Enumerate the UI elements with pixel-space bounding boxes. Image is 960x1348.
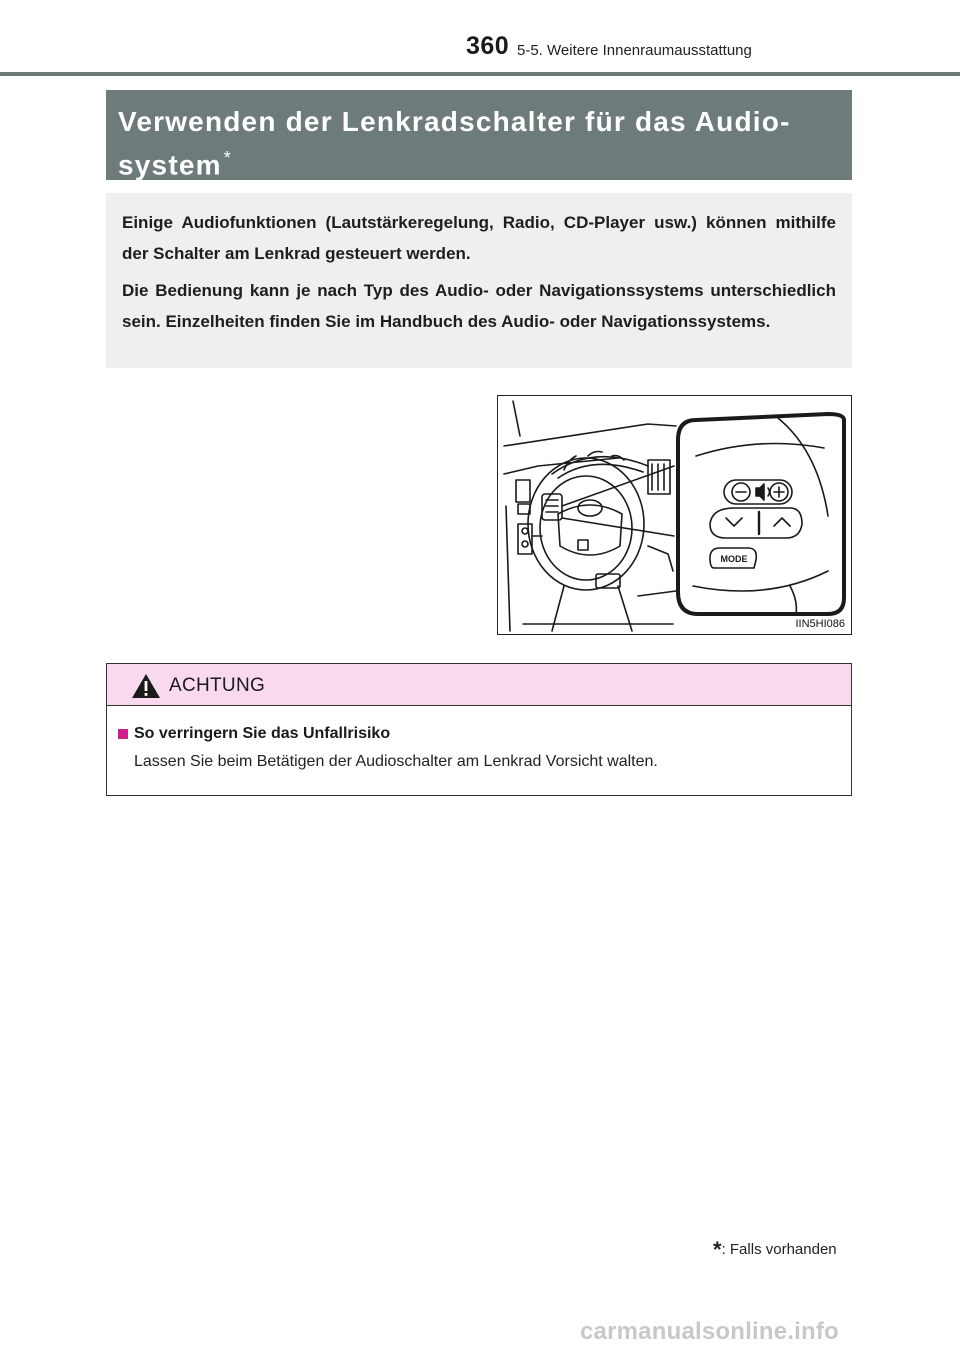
footnote-text: : Falls vorhanden — [721, 1241, 837, 1258]
mode-button-label: MODE — [720, 554, 748, 564]
footnote-asterisk-icon: * — [713, 1237, 722, 1262]
warning-body — [107, 706, 851, 771]
figure-id: IIN5HI086 — [795, 618, 845, 630]
footnote — [713, 1237, 837, 1263]
title-asterisk-icon: * — [223, 148, 232, 168]
steering-wheel-drawing — [498, 396, 851, 634]
warning-subheading — [118, 725, 851, 743]
square-bullet-icon — [118, 729, 128, 739]
intro-box — [106, 193, 852, 368]
warning-triangle-icon — [131, 673, 161, 699]
warning-header — [107, 664, 851, 706]
watermark: carmanualsonline.info — [580, 1318, 839, 1345]
warning-text: Lassen Sie beim Betätigen der Audioschalter am Lenkrad Vorsicht walten. — [134, 753, 658, 770]
header-rule — [0, 72, 960, 76]
warning-label: ACHTUNG — [169, 675, 266, 696]
title-line-2-text: system — [118, 149, 222, 181]
title-line-2 — [118, 140, 842, 183]
intro-paragraph-2: Die Bedienung kann je nach Typ des Audio- oder Navigationssystems unterschiedlich sein. Einzelheiten finden Sie im Handbuch des Audio- oder Navigationssystems. — [122, 281, 836, 331]
warning-box — [106, 663, 852, 796]
section-label: 5-5. Weitere Innenraumausstattung — [517, 42, 752, 59]
intro-paragraph-1: Einige Audiofunktionen (Lautstärkeregelung, Radio, CD-Player usw.) können mithilfe der Schalter am Lenkrad gesteuert werden. — [122, 213, 836, 263]
title-line-1: Verwenden der Lenkradschalter für das Audio- — [118, 106, 791, 137]
steering-switch-illustration — [497, 395, 852, 635]
title-box — [106, 90, 852, 180]
page-number: 360 — [466, 32, 510, 60]
warning-subheading-text: So verringern Sie das Unfallrisiko — [134, 725, 391, 742]
